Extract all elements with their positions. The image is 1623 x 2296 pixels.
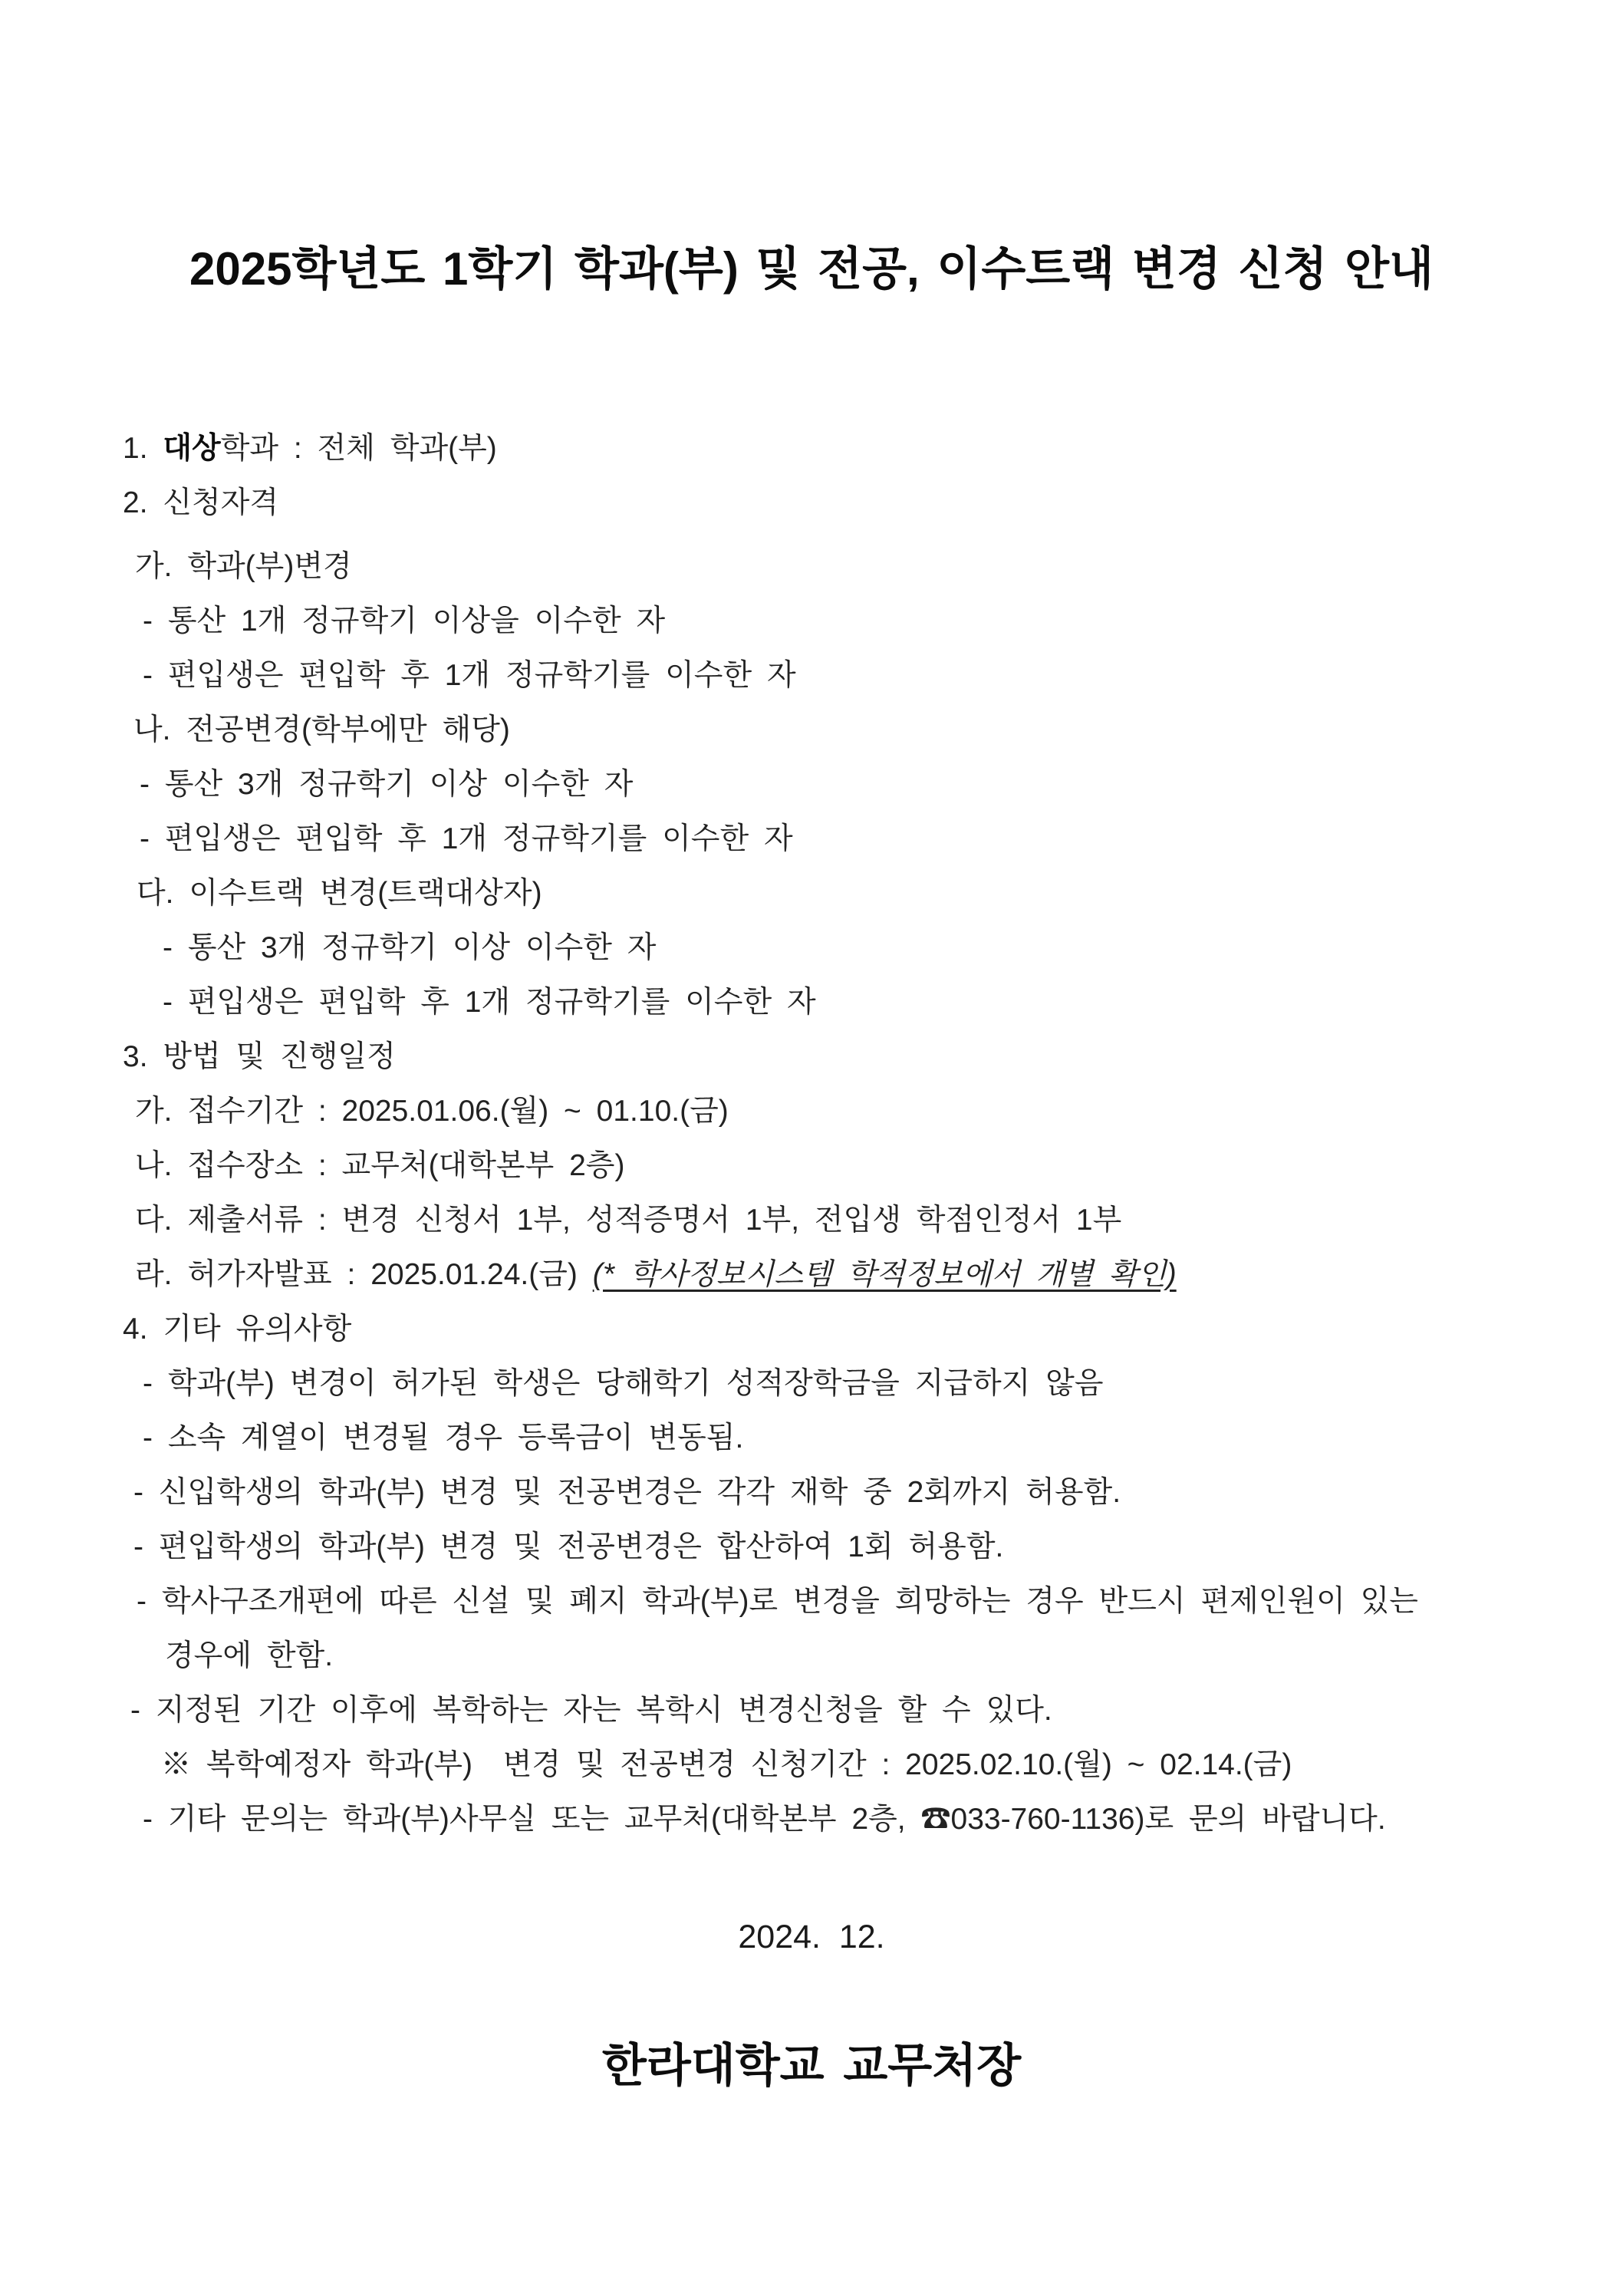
body-line — [123, 703, 1554, 757]
body-line — [123, 594, 1554, 648]
text-segment: 033-760-1136)로 문의 바랍니다. — [950, 1803, 1386, 1836]
text-segment: 경우에 한함. — [165, 1639, 334, 1672]
text-segment: - 편입생은 편입학 후 1개 정규학기를 이수한 자 — [163, 986, 816, 1019]
text-segment: 다. 제출서류 : 변경 신청서 1부, 성적증명서 1부, 전입생 학점인정서 1부 — [135, 1204, 1122, 1237]
body-line — [123, 757, 1554, 812]
text-segment: 가. 학과(부)변경 — [135, 550, 352, 583]
body-line — [123, 1247, 1554, 1302]
text-segment: 1. — [123, 432, 163, 465]
body-line — [123, 1465, 1554, 1520]
text-segment: - 소속 계열이 변경될 경우 등록금이 변동됨. — [143, 1421, 744, 1454]
body-line — [123, 975, 1554, 1029]
body-line — [123, 1029, 1554, 1084]
text-segment: 나. 전공변경(학부에만 해당) — [133, 713, 510, 746]
body-line — [123, 476, 1554, 530]
text-segment: - 신입학생의 학과(부) 변경 및 전공변경은 각각 재학 중 2회까지 허용함. — [133, 1476, 1121, 1509]
body-line — [123, 1574, 1554, 1629]
text-segment: - 지정된 기간 이후에 복학하는 자는 복학시 변경신청을 할 수 있다. — [130, 1694, 1052, 1727]
text-segment: - 편입학생의 학과(부) 변경 및 전공변경은 합산하여 1회 허용함. — [133, 1530, 1004, 1563]
body-line — [123, 1738, 1554, 1792]
issue-date: 2024. 12. — [738, 1919, 885, 1955]
body-line — [123, 866, 1554, 921]
text-segment: - 통산 3개 정규학기 이상 이수한 자 — [140, 768, 634, 801]
body-line — [123, 1084, 1554, 1138]
body-line — [123, 1683, 1554, 1738]
body-line — [123, 1302, 1554, 1356]
text-segment: - 편입생은 편입학 후 1개 정규학기를 이수한 자 — [143, 659, 796, 692]
body-line — [123, 812, 1554, 866]
page-title: 2025학년도 1학기 학과(부) 및 전공, 이수트랙 변경 신청 안내 — [189, 243, 1434, 295]
body-line — [123, 1792, 1554, 1846]
body-line — [123, 921, 1554, 975]
body-line — [123, 1629, 1554, 1683]
body-line — [123, 1138, 1554, 1193]
text-segment: 2. 신청자격 — [123, 486, 279, 519]
text-segment: 나. 접수장소 : 교무처(대학본부 2층) — [135, 1149, 625, 1182]
signature: 한라대학교 교무처장 — [601, 2040, 1022, 2091]
text-segment: 4. 기타 유의사항 — [123, 1313, 352, 1346]
text-segment: - 기타 문의는 학과(부)사무실 또는 교무처(대학본부 2층, — [143, 1803, 921, 1836]
body-line — [123, 648, 1554, 703]
text-segment: 가. 접수기간 : 2025.01.06.(월) ~ 01.10.(금) — [135, 1095, 729, 1128]
text-segment: 학과 : 전체 학과(부) — [220, 432, 497, 465]
phone-icon: ☎ — [920, 1803, 951, 1836]
body-line — [123, 1193, 1554, 1247]
body-line — [123, 1356, 1554, 1411]
body-line — [123, 539, 1554, 594]
text-segment: 라. 허가자발표 : 2025.01.24.(금) — [135, 1258, 593, 1291]
body-line — [123, 1520, 1554, 1574]
body-line — [123, 1411, 1554, 1465]
text-segment: 3. 방법 및 진행일정 — [123, 1040, 396, 1073]
text-segment: - 통산 1개 정규학기 이상을 이수한 자 — [143, 604, 666, 637]
text-segment: - 편입생은 편입학 후 1개 정규학기를 이수한 자 — [140, 822, 793, 855]
text-segment: ※ 복학예정자 학과(부) 변경 및 전공변경 신청기간 : 2025.02.10.(월) ~ 02.14.(금) — [161, 1748, 1292, 1781]
text-segment: - 학과(부) 변경이 허가된 학생은 당해학기 성적장학금을 지급하지 않음 — [143, 1367, 1104, 1400]
text-segment: 다. 이수트랙 변경(트랙대상자) — [137, 877, 542, 910]
text-segment: - 통산 3개 정규학기 이상 이수한 자 — [163, 931, 657, 964]
text-segment: - 학사구조개편에 따른 신설 및 폐지 학과(부)로 변경을 희망하는 경우 반드시 편제인원이 있는 — [137, 1585, 1418, 1618]
text-segment: 대상 — [163, 432, 221, 465]
text-segment: (* 학사정보시스템 학적정보에서 개별 확인) — [592, 1258, 1177, 1291]
body-lines — [123, 421, 1554, 1846]
body-line — [123, 421, 1554, 476]
